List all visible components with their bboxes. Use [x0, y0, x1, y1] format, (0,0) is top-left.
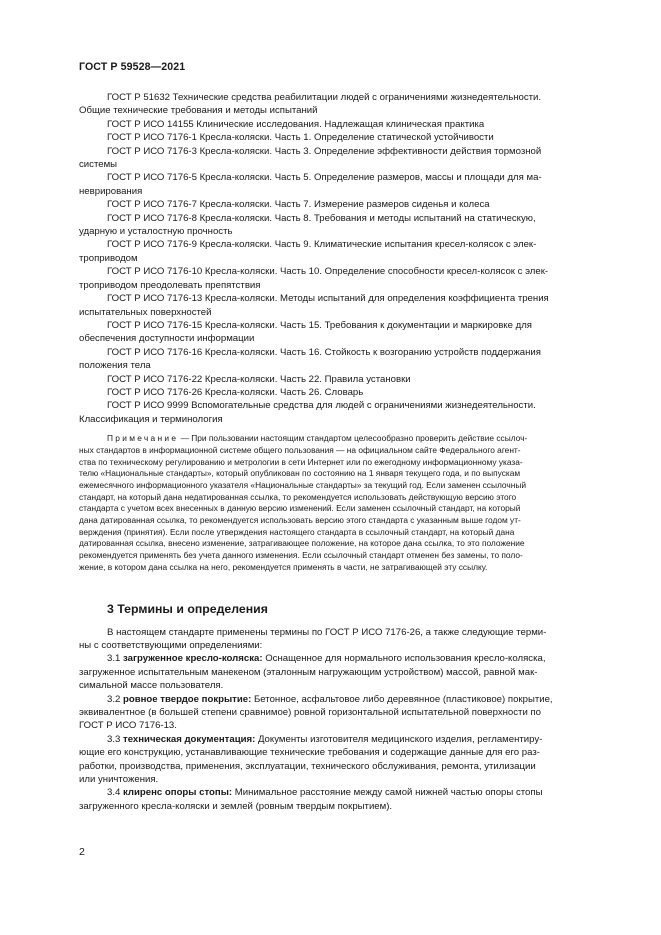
reference-item: ГОСТ Р ИСО 7176-16 Кресла-коляски. Часть 16. Стойкость к возгоранию устройств поддержания положения тела [79, 346, 541, 372]
section-body [79, 626, 615, 814]
reference-item: ГОСТ Р ИСО 7176-1 Кресла-коляски. Часть 1. Определение статической устойчивости [107, 132, 494, 144]
reference-item: ГОСТ Р ИСО 7176-26 Кресла-коляски. Часть 26. Словарь [107, 386, 364, 398]
reference-item: ГОСТ Р ИСО 9999 Вспомогательные средства для людей с ограничениями жизнедеятельности. Классификация и терминология [79, 400, 536, 425]
reference-item: ГОСТ Р 51632 Технические средства реабилитации людей с ограничениями жизнедеятельности. Общие технические требования и методы испытаний [79, 92, 542, 117]
term-definition: 3.3 техническая документация: Документы изготовителя медицинского изделия, регламентиру- ющие его конструкцию, устанавливающие технические требования и содержащие данные для его раз- работки, производства, применения, эксплуатации, технического обслуживания, ремонта, утилизации или уничтожения. [79, 733, 543, 786]
section-intro: В настоящем стандарте применены термины по ГОСТ Р ИСО 7176-26, а также следующие терми- ны с соответствующими определениями: [79, 626, 547, 651]
section-heading: 3 Термины и определения [107, 601, 268, 616]
normative-references-list [79, 91, 615, 426]
reference-item: ГОСТ Р ИСО 7176-3 Кресла-коляски. Часть 3. Определение эффективности действия тормозной системы [79, 145, 542, 171]
reference-item: ГОСТ Р ИСО 7176-8 Кресла-коляски. Часть 8. Требования и методы испытаний на статическую, ударную и усталостную прочность [79, 212, 536, 238]
note-block: Примечание — При пользовании настоящим стандартом целесообразно проверить действие ссылоч- ных стандартов в информационной системе общего пользования — на официальном сайте Федерального агент- ства по техническому регулированию и метрологии в сети Интернет или по ежегодному информационному указа- телю «Национальные стандарты», который опубликован по состоянию на 1 января текущего года, и по выпускам ежемесячного информационного указателя «Национальные стандарты» за текущий год. Если заменен ссылочный стандарт, на который дана недатированная ссылка, то рекомендуется использовать действующую версию этого стандарта с учетом всех внесенных в данную версию изменений. Если заменен ссылочный стандарт, на который дана датированная ссылка, то рекомендуется использовать версию этого стандарта с указанным выше годом ут- верждения (принятия). Если после утверждения настоящего стандарта в ссылочный стандарт, на который дана датированная ссылка, внесено изменение, затрагивающее положение, на которое дана ссылка, то это положение рекомендуется применять без учета данного изменения. Если ссылочный стандарт отменен без замены, то поло- жение, в котором дана ссылка на него, рекомендуется применять в части, не затрагивающей эту ссылку. [79, 433, 528, 572]
reference-item: ГОСТ Р ИСО 7176-15 Кресла-коляски. Часть 15. Требования к документации и маркировке для обеспечения доступности информации [79, 319, 532, 345]
page-content [79, 91, 615, 813]
reference-item: ГОСТ Р ИСО 14155 Клинические исследования. Надлежащая клиническая практика [107, 118, 485, 130]
reference-item: ГОСТ Р ИСО 7176-13 Кресла-коляски. Методы испытаний для определения коэффициента трения испытательных поверхностей [79, 293, 549, 318]
reference-item: ГОСТ Р ИСО 7176-7 Кресла-коляски. Часть 7. Измерение размеров сиденья и колеса [107, 199, 490, 211]
reference-item: ГОСТ Р ИСО 7176-5 Кресла-коляски. Часть 5. Определение размеров, массы и площади для ма- неврирования [79, 172, 542, 197]
page-number: 2 [79, 846, 85, 858]
term-definition: 3.1 загруженное кресло-коляска: Оснащенное для нормального использования кресло-коляска, загруженное испытательным манекеном (эталонным нагружающим устройством) массой, равной мак- симальной массе пользователя. [79, 653, 546, 692]
term-definition: 3.2 ровное твердое покрытие: Бетонное, асфальтовое либо деревянное (пластиковое) покрытие, эквивалентное (в большей степени сравнимое) ровной горизонтальной испытательной поверхности по ГОСТ Р ИСО 7176-13. [79, 693, 553, 732]
reference-item: ГОСТ Р ИСО 7176-10 Кресла-коляски. Часть 10. Определение способности кресел-колясок с элек- троприводом преодолевать препятствия [79, 266, 549, 291]
document-header: ГОСТ Р 59528—2021 [79, 61, 186, 73]
reference-item: ГОСТ Р ИСО 7176-22 Кресла-коляски. Часть 22. Правила установки [107, 373, 411, 385]
note-label: Примечание [107, 433, 179, 444]
reference-item: ГОСТ Р ИСО 7176-9 Кресла-коляски. Часть 9. Климатические испытания кресел-колясок с элек- троприводом [79, 239, 537, 264]
term-definition: 3.4 клиренс опоры стопы: Минимальное расстояние между самой нижней частью опоры стопы загруженного кресла-коляски и землей (ровным твердым покрытием). [79, 787, 543, 812]
